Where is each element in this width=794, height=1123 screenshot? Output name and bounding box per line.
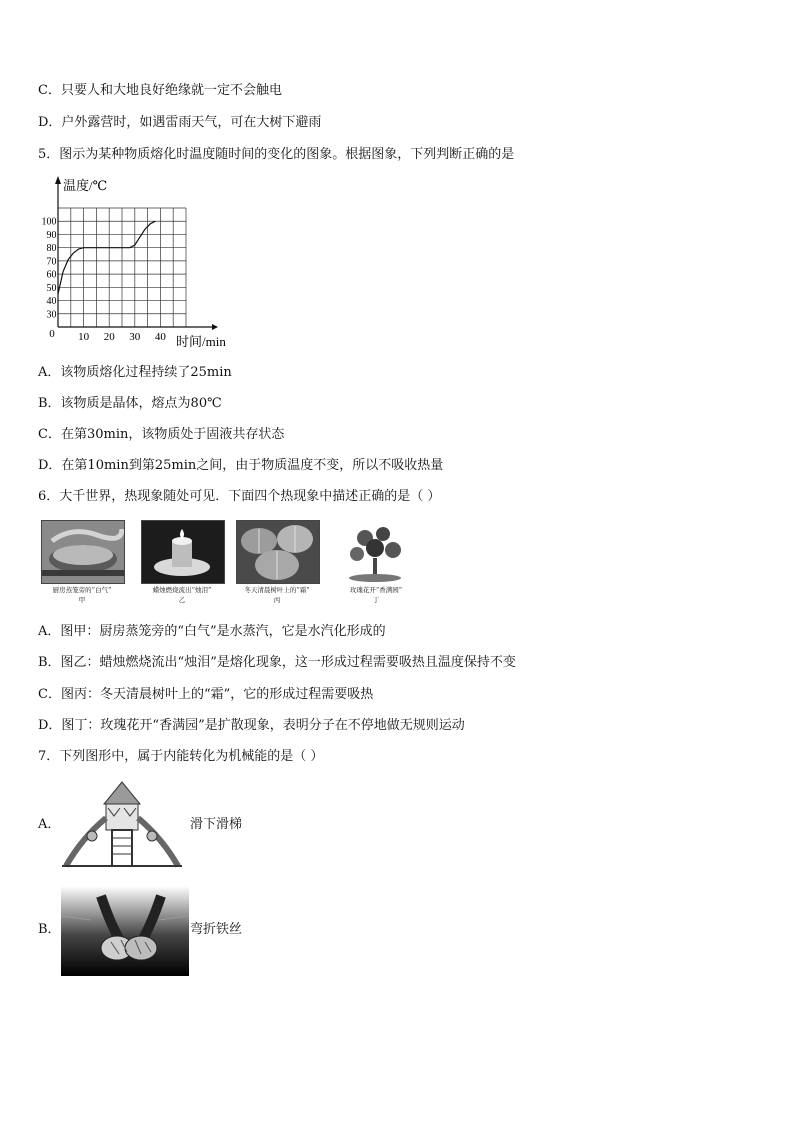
q7-option-b-text: 弯折铁丝 [190, 922, 243, 937]
x-tick-labels [49, 328, 166, 343]
chart-axes [55, 176, 218, 330]
x-tick-label: 20 [103, 331, 115, 343]
q5-option-c: C．在第30min，该物质处于固液共存状态 [38, 427, 285, 442]
melting-curve-chart [40, 174, 240, 352]
x-tick-label: 40 [154, 331, 166, 343]
x-tick-label: 30 [129, 331, 141, 343]
caption-ding: 玫瑰花开“香满园” [349, 586, 403, 594]
y-tick-label: 100 [41, 216, 57, 228]
y-tick-label: 80 [46, 243, 57, 255]
slide-illustration [62, 778, 182, 870]
temperature-curve [58, 221, 155, 294]
y-tick-label: 50 [46, 282, 57, 294]
y-axis-label: 温度/℃ [63, 178, 108, 193]
q7-option-b-label: B． [38, 922, 61, 937]
q4-option-c: C．只要人和大地良好绝缘就一定不会触电 [38, 83, 282, 98]
q7-option-a-text: 滑下滑梯 [190, 817, 243, 832]
caption-bing-tag: 丙 [273, 596, 281, 604]
x-tick-label: 10 [78, 331, 90, 343]
q5-option-a: A．该物质熔化过程持续了25min [38, 365, 232, 380]
y-tick-label: 40 [46, 296, 57, 308]
bending-wire-illustration [61, 886, 189, 976]
caption-yi: 蜡烛燃烧流出“烛泪” [152, 586, 212, 594]
y-tick-labels [42, 217, 57, 321]
q6-option-c: C．图丙：冬天清晨树叶上的“霜”，它的形成过程需要吸热 [38, 687, 374, 702]
q7-stem: 7．下列图形中，属于内能转化为机械能的是（ ） [38, 749, 324, 764]
steamer-photo [41, 520, 125, 584]
x-tick-label: 0 [49, 328, 55, 340]
rose-photo [335, 520, 417, 582]
q5-stem: 5．图示为某种物质熔化时温度随时间的变化的图象。根据图象，下列判断正确的是 [38, 147, 515, 162]
caption-jia: 厨房蒸笼旁的“白气” [52, 586, 112, 594]
chart-grid [58, 208, 186, 327]
q4-option-d: D．户外露营时，如遇雷雨天气，可在大树下避雨 [38, 115, 322, 130]
q6-option-d: D．图丁：玫瑰花开“香满园”是扩散现象，表明分子在不停地做无规则运动 [38, 718, 465, 733]
q6-stem: 6．大千世界，热现象随处可见．下面四个热现象中描述正确的是（ ） [38, 489, 441, 504]
q5-option-d: D．在第10min到第25min之间，由于物质温度不变，所以不吸收热量 [38, 458, 444, 473]
caption-yi-tag: 乙 [178, 596, 186, 604]
caption-ding-tag: 丁 [372, 596, 380, 604]
q6-option-b: B．图乙：蜡烛燃烧流出“烛泪”是熔化现象，这一形成过程需要吸热且温度保持不变 [38, 655, 516, 670]
q6-option-a: A．图甲：厨房蒸笼旁的“白气”是水蒸汽，它是水汽化形成的 [38, 624, 386, 639]
y-tick-label: 90 [46, 229, 57, 241]
candle-photo [141, 520, 225, 584]
q5-option-b: B．该物质是晶体，熔点为80℃ [38, 396, 222, 411]
x-axis-arrow [212, 324, 218, 330]
y-axis-arrow [55, 176, 61, 184]
caption-jia-tag: 甲 [78, 596, 86, 604]
y-tick-label: 60 [46, 269, 57, 281]
caption-bing: 冬天清晨树叶上的“霜” [244, 586, 310, 594]
frost-leaves-photo [236, 520, 320, 584]
y-tick-label: 70 [46, 256, 57, 268]
x-axis-label: 时间/min [176, 334, 226, 349]
y-tick-label: 30 [46, 309, 57, 321]
q7-option-a-label: A． [38, 817, 61, 832]
